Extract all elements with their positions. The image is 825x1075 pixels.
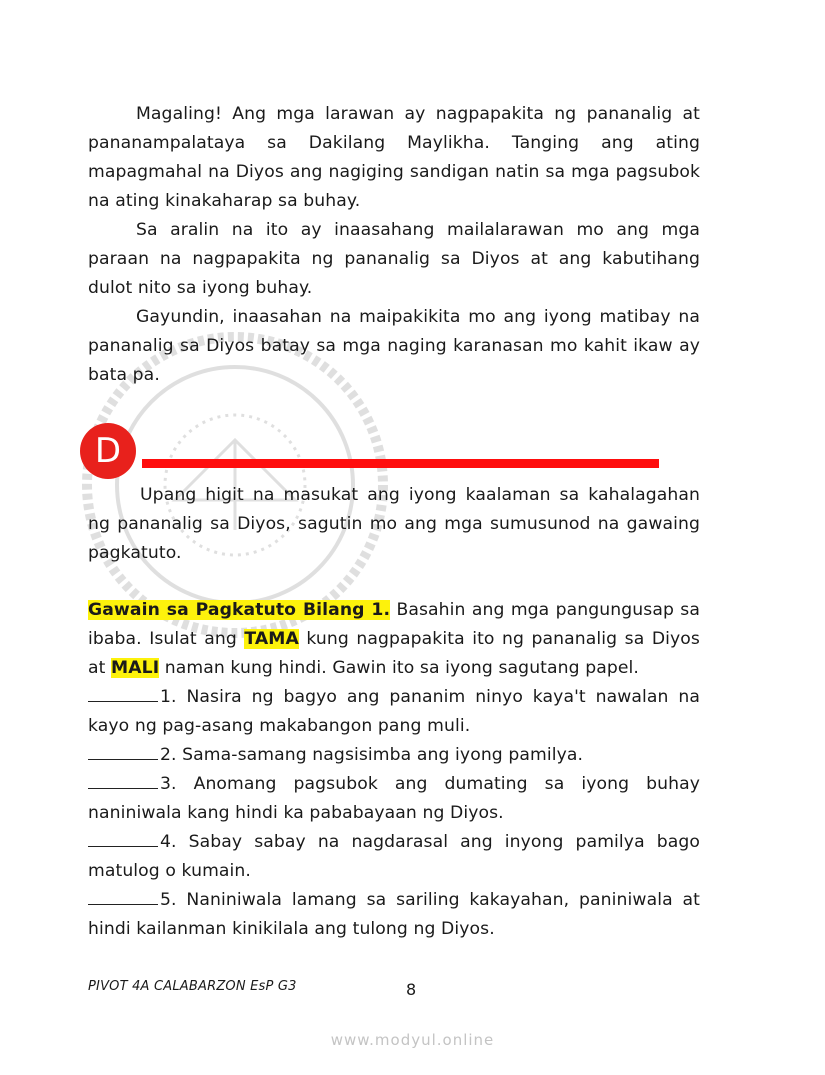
item-text: 3. Anomang pagsubok ang dumating sa iyong buhay naniniwala kang hindi ka pababayaan ng Diyos.	[88, 774, 700, 823]
instruction-part-a: Basahin ang mga pangungusap sa ibaba. Isulat ang	[88, 600, 700, 649]
site-watermark-url: www.modyul.online	[330, 1031, 495, 1049]
item-text: 2. Sama-samang nagsisimba ang iyong pamilya.	[160, 745, 584, 765]
item-text: 1. Nasira ng bagyo ang pananim ninyo kaya't nawalan na kayo ng pag-asang makabangon pang muli.	[88, 687, 700, 736]
answer-blank	[88, 830, 158, 847]
section-d-header	[80, 423, 665, 479]
activity-item-5	[88, 886, 700, 944]
activity-block	[88, 596, 700, 944]
mali-keyword: MALI	[111, 658, 160, 678]
introduction	[88, 100, 700, 390]
answer-blank	[88, 743, 158, 760]
lead-paragraph: Upang higit na masukat ang iyong kaalaman sa kahalagahan ng pananalig sa Diyos, sagutin mo ang mga sumusunod na gawaing pagkatuto.	[88, 485, 700, 563]
instruction-part-b: kung nagpapakita ito ng pananalig sa Diyos at	[88, 629, 700, 678]
item-text: 4. Sabay sabay na nagdarasal ang inyong pamilya bago matulog o kumain.	[88, 832, 700, 881]
intro-paragraph-3: Gayundin, inaasahan na maipakikita mo ang iyong matibay na pananalig sa Diyos batay sa mga naging karanasan mo kahit ikaw ay bata pa.	[88, 307, 700, 385]
answer-blank	[88, 772, 158, 789]
section-divider-bar	[142, 459, 659, 468]
answer-blank	[88, 888, 158, 905]
activity-item-1	[88, 683, 700, 741]
activity-title: Gawain sa Pagkatuto Bilang 1.	[88, 600, 391, 620]
activity-item-3	[88, 770, 700, 828]
activity-instructions	[88, 596, 700, 683]
intro-paragraph-2: Sa aralin na ito ay inaasahang mailalarawan mo ang mga paraan na nagpapakita ng pananalig sa Diyos at ang kabutihang dulot nito sa iyong buhay.	[88, 220, 700, 298]
page-number: 8	[406, 980, 417, 999]
tama-keyword: TAMA	[244, 629, 299, 649]
footer-label: PIVOT 4A CALABARZON EsP G3	[88, 979, 297, 994]
item-text: 5. Naniniwala lamang sa sariling kakayahan, paniniwala at hindi kailanman kinikilala ang tulong ng Diyos.	[88, 890, 700, 939]
answer-blank	[88, 685, 158, 702]
activity-item-4	[88, 828, 700, 886]
activity-item-2	[88, 741, 700, 770]
instruction-part-c: naman kung hindi. Gawin ito sa iyong sagutang papel.	[159, 658, 639, 678]
intro-paragraph-1: Magaling! Ang mga larawan ay nagpapakita ng pananalig at pananampalataya sa Dakilang Maylikha. Tanging ang ating mapagmahal na Diyos ang nagiging sandigan natin sa mga pagsubok na ating kinakaharap sa buhay.	[88, 104, 700, 211]
lead-block	[88, 481, 700, 568]
section-letter-badge: D	[80, 423, 136, 479]
